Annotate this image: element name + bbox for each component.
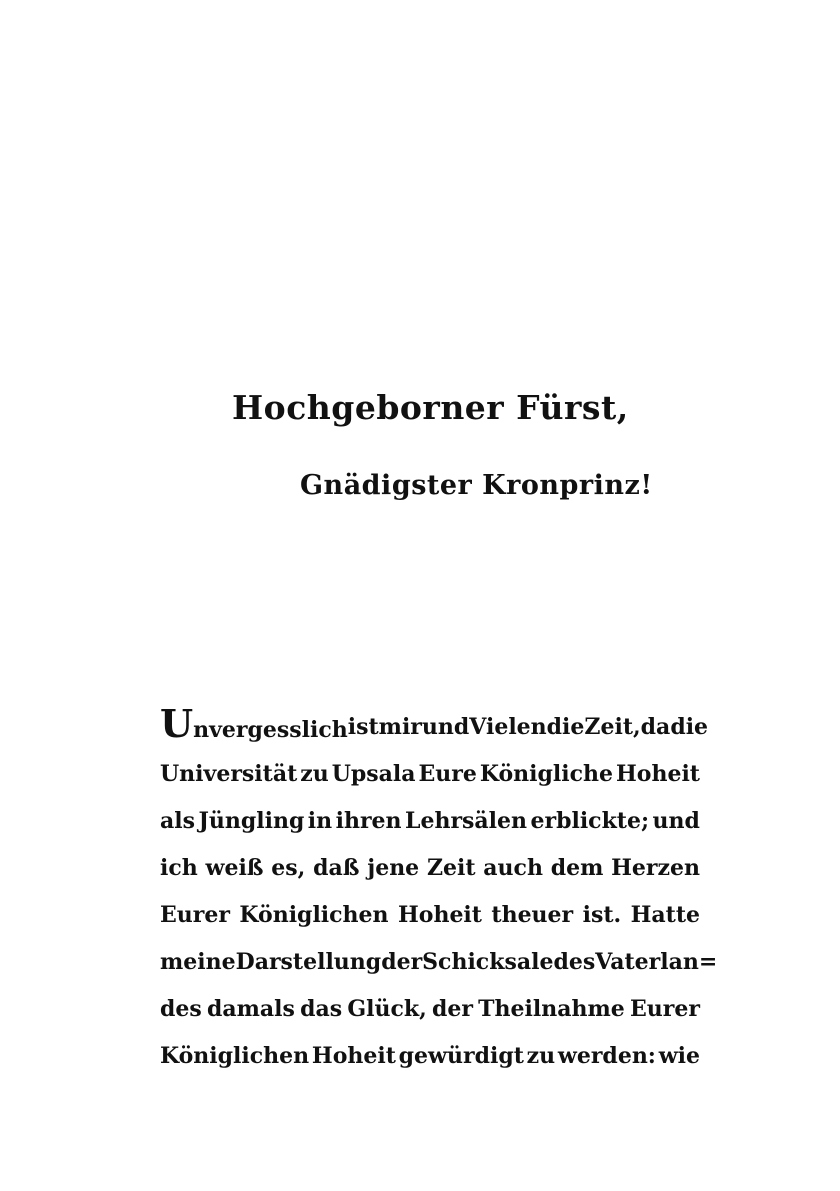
body-word: Hoheit — [397, 902, 482, 928]
body-line — [160, 798, 700, 845]
body-word: Hatte — [630, 902, 700, 928]
body-word: ihren — [335, 808, 402, 834]
body-word: Herzen — [611, 855, 700, 881]
body-line — [160, 892, 700, 939]
body-word: ich — [160, 855, 198, 881]
body-word: daß — [313, 855, 360, 881]
salutation-line-2: Gnädigster Kronprinz! — [300, 470, 653, 501]
body-word: ist. — [582, 902, 622, 928]
body-word: Zeit — [426, 855, 476, 881]
body-word: damals — [206, 996, 295, 1022]
body-word: Glück, — [347, 996, 427, 1022]
body-word: theuer — [491, 902, 574, 928]
body-line — [160, 1033, 700, 1080]
body-word: Darstellung — [235, 949, 382, 975]
body-line — [160, 701, 709, 751]
body-word: der — [431, 996, 473, 1022]
body-line — [160, 751, 700, 798]
body-word: Eurer — [629, 996, 700, 1022]
initial-letter: U — [160, 701, 194, 746]
body-word: weiß — [205, 855, 264, 881]
body-word: Jüngling — [198, 808, 305, 834]
body-word: als — [160, 808, 195, 834]
body-word: Vielen — [469, 714, 547, 740]
body-word: gewürdigt — [398, 1043, 524, 1069]
body-word: und — [652, 808, 700, 834]
body-word: zu — [526, 1043, 556, 1069]
body-word: es, — [271, 855, 306, 881]
body-word: da — [640, 714, 671, 740]
body-word: Eure — [418, 761, 477, 787]
body-line — [160, 986, 700, 1033]
body-word: zu — [300, 761, 329, 787]
body-word: Königliche — [479, 761, 614, 787]
body-word: die — [546, 714, 585, 740]
body-word: Königlichen — [160, 1043, 310, 1069]
body-word: Unvergesslich — [160, 701, 348, 746]
body-word: Zeit, — [584, 714, 641, 740]
body-word: die — [670, 714, 709, 740]
body-word: Vaterlan= — [595, 949, 718, 975]
body-word: des — [160, 996, 202, 1022]
body-word: Schicksale — [422, 949, 554, 975]
body-word: Theilnahme — [478, 996, 625, 1022]
body-word: werden: — [557, 1043, 656, 1069]
body-paragraph — [160, 701, 718, 1080]
body-word: Hoheit — [616, 761, 700, 787]
body-word: mir — [378, 714, 422, 740]
body-word: wie — [658, 1043, 700, 1069]
body-word: Hoheit — [311, 1043, 396, 1069]
body-word: und — [421, 714, 470, 740]
body-word: des — [553, 949, 596, 975]
body-word: das — [300, 996, 343, 1022]
body-word: auch — [483, 855, 543, 881]
body-word: Upsala — [331, 761, 416, 787]
body-line — [160, 845, 700, 892]
body-word: dem — [550, 855, 604, 881]
body-word: ist — [347, 714, 379, 740]
body-word: jene — [367, 855, 420, 881]
body-word: der — [381, 949, 423, 975]
body-word: Lehrsälen — [404, 808, 528, 834]
salutation-line-1: Hochgeborner Fürst, — [232, 388, 629, 427]
body-word: meine — [160, 949, 236, 975]
body-word: Königlichen — [239, 902, 389, 928]
body-word: erblickte; — [530, 808, 650, 834]
body-word: in — [307, 808, 333, 834]
body-word: Eurer — [160, 902, 230, 928]
body-word: Universität — [160, 761, 298, 787]
body-line — [160, 939, 718, 986]
